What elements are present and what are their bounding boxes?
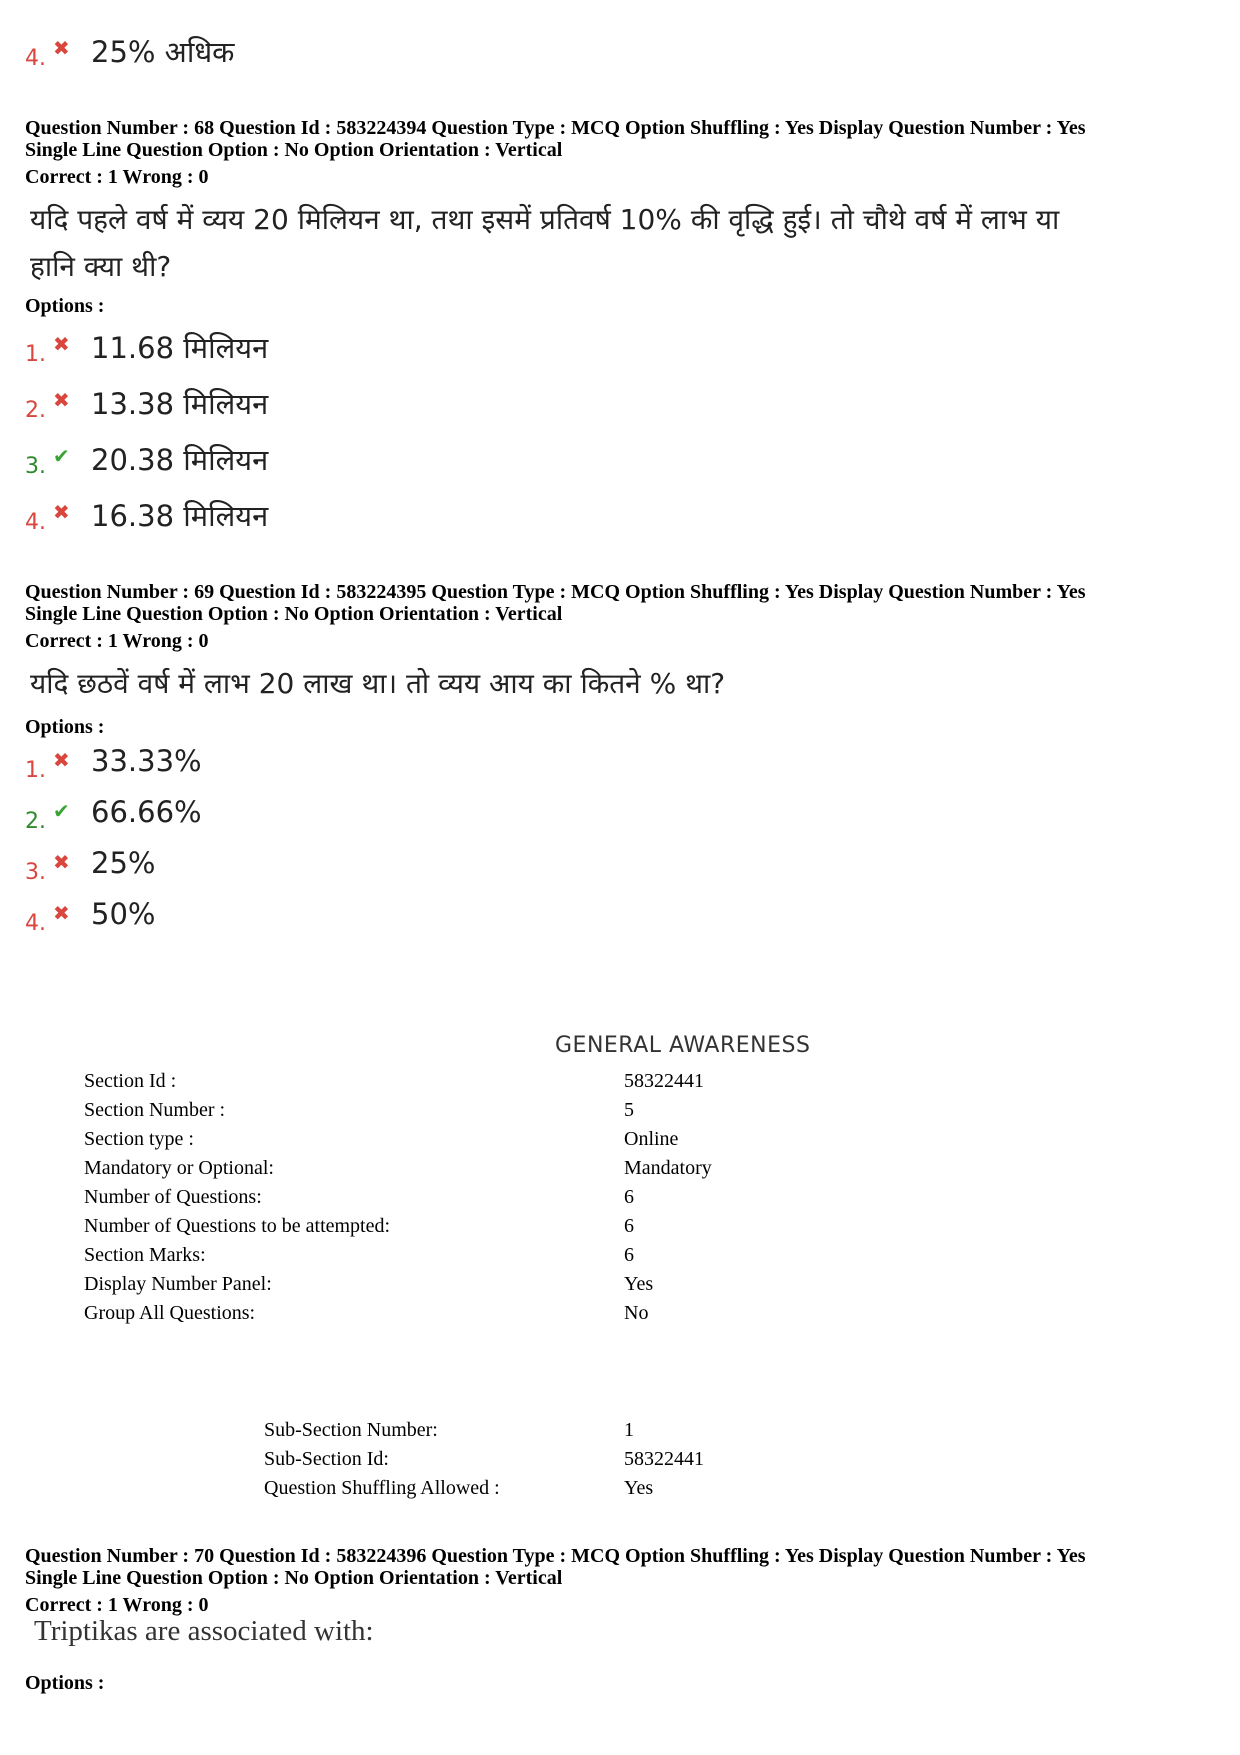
q68-question-text-line2: हानि क्या थी?: [30, 250, 172, 283]
option-text: 16.38 मिलियन: [91, 499, 269, 533]
cross-icon: ✖: [53, 332, 70, 356]
subsection-info-value: 1: [624, 1419, 634, 1441]
option-number: 2.: [25, 398, 46, 423]
section-info-key: Section type :: [84, 1128, 194, 1150]
section-info-key: Mandatory or Optional:: [84, 1157, 274, 1179]
cross-icon: ✖: [53, 901, 70, 925]
cross-icon: ✖: [53, 748, 70, 772]
question-meta-line: Single Line Question Option : No Option Orientation : Vertical: [25, 603, 563, 625]
option-text: 11.68 मिलियन: [91, 331, 269, 365]
question-meta-line: Question Number : 70 Question Id : 583224396 Question Type : MCQ Option Shuffling : Yes Display Question Number : Yes: [25, 1545, 1086, 1567]
subsection-info-key: Sub-Section Id:: [264, 1448, 389, 1470]
q70-question-text: Triptikas are associated with:: [34, 1615, 374, 1647]
cross-icon: ✖: [53, 388, 70, 412]
subsection-info-value: Yes: [624, 1477, 654, 1499]
q70-meta: [25, 1545, 1085, 1589]
section-info-key: Display Number Panel:: [84, 1273, 272, 1295]
section-info-value: Yes: [624, 1273, 654, 1295]
section-info-value: 6: [624, 1186, 634, 1208]
option-number: 4.: [25, 46, 46, 71]
section-info-value: 6: [624, 1244, 634, 1266]
option-number: 2.: [25, 809, 46, 834]
option-number: 1.: [25, 758, 46, 783]
q70-correct-wrong: Correct : 1 Wrong : 0: [25, 1594, 209, 1616]
section-info-value: 6: [624, 1215, 634, 1237]
subsection-info-key: Question Shuffling Allowed :: [264, 1477, 500, 1499]
subsection-info-value: 58322441: [624, 1448, 704, 1470]
section-info-value: 58322441: [624, 1070, 704, 1092]
section-info-key: Number of Questions:: [84, 1186, 262, 1208]
cross-icon: ✖: [53, 500, 70, 524]
q69-meta: [25, 581, 1085, 625]
question-meta-line: Single Line Question Option : No Option Orientation : Vertical: [25, 139, 563, 161]
option-text: 13.38 मिलियन: [91, 387, 269, 421]
q68-question-text-line1: यदि पहले वर्ष में व्यय 20 मिलियन था, तथा इसमें प्रतिवर्ष 10% की वृद्धि हुई। तो चौथे वर्ष में लाभ या: [30, 203, 1060, 236]
check-icon: ✔: [53, 444, 70, 468]
question-meta-line: Single Line Question Option : No Option Orientation : Vertical: [25, 1567, 563, 1589]
cross-icon: ✖: [53, 36, 70, 60]
subsection-info-key: Sub-Section Number:: [264, 1419, 438, 1441]
section-info-key: Section Marks:: [84, 1244, 206, 1266]
section-info-key: Number of Questions to be attempted:: [84, 1215, 391, 1237]
q68-correct-wrong: Correct : 1 Wrong : 0: [25, 166, 209, 188]
option-text: 33.33%: [91, 744, 202, 778]
q69-correct-wrong: Correct : 1 Wrong : 0: [25, 630, 209, 652]
option-number: 4.: [25, 510, 46, 535]
section-info-value: Online: [624, 1128, 679, 1150]
option-number: 3.: [25, 454, 46, 479]
option-text: 20.38 मिलियन: [91, 443, 269, 477]
section-info-key: Group All Questions:: [84, 1302, 256, 1324]
section-info-value: No: [624, 1302, 649, 1324]
q68-options-label: Options :: [25, 295, 105, 317]
check-icon: ✔: [53, 799, 70, 823]
q69-options-label: Options :: [25, 716, 105, 738]
section-info-value: 5: [624, 1099, 634, 1121]
q68-meta: [25, 117, 1085, 161]
question-meta-line: Question Number : 69 Question Id : 583224395 Question Type : MCQ Option Shuffling : Yes Display Question Number : Yes: [25, 581, 1086, 603]
option-text: 50%: [91, 897, 156, 931]
section-title: GENERAL AWARENESS: [555, 1033, 811, 1058]
q69-question-text: यदि छठवें वर्ष में लाभ 20 लाख था। तो व्यय आय का कितने % था?: [30, 667, 726, 700]
option-number: 3.: [25, 860, 46, 885]
question-meta-line: Question Number : 68 Question Id : 583224394 Question Type : MCQ Option Shuffling : Yes Display Question Number : Yes: [25, 117, 1086, 139]
option-text: 25% अधिक: [91, 35, 235, 69]
section-info-key: Section Id :: [84, 1070, 177, 1092]
cross-icon: ✖: [53, 850, 70, 874]
option-number: 4.: [25, 911, 46, 936]
section-info-value: Mandatory: [624, 1157, 712, 1179]
option-text: 25%: [91, 846, 156, 880]
section-info-key: Section Number :: [84, 1099, 226, 1121]
option-text: 66.66%: [91, 795, 202, 829]
q70-options-label: Options :: [25, 1672, 105, 1694]
option-number: 1.: [25, 342, 46, 367]
